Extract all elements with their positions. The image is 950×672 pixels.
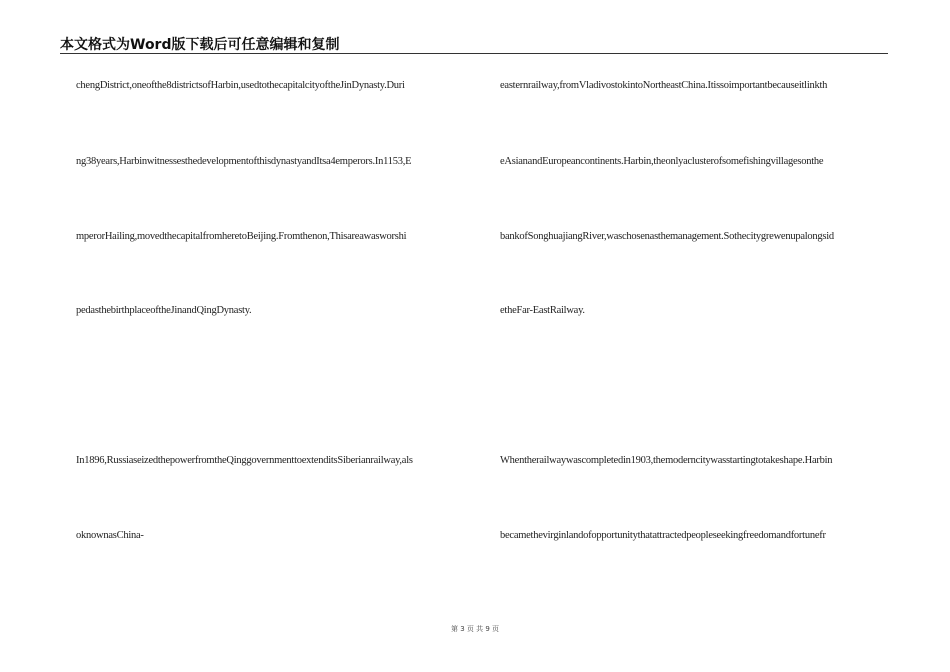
left-line: mperorHailing,movedthecapitalfromheretoBeijing.Fromthenon,Thisareawasworshi [76,231,407,242]
left-line: In1896,RussiaseizedthepowerfromtheQinggovernmenttoextenditsSiberianrailway,als [76,455,413,466]
header-divider [60,53,888,54]
right-line: easternrailway,fromVladivostokintoNortheastChina.Itissoimportantbecauseitlinkth [500,80,828,91]
left-line: ng38years,HarbinwitnessesthedevelopmentofthisdynastyandItsa4emperors.In1153,E [76,156,412,167]
right-line: becamethevirginlandofopportunitythatattractedpeopleseekingfreedomandfortunefr [500,530,826,541]
page-number: 第 3 页 共 9 页 [450,625,500,633]
right-line: etheFar-EastRailway. [500,305,585,316]
left-line: chengDistrict,oneofthe8districtsofHarbin,usedtothecapitalcityoftheJinDynasty.Duri [76,80,405,91]
header-title: 本文格式为Word版下载后可任意编辑和复制 [60,37,340,53]
right-line: bankofSonghuajiangRiver,waschosenasthemanagement.Sothecitygrewenupalongsid [500,231,834,242]
right-line: eAsianandEuropeancontinents.Harbin,theonlyaclusterofsomefishingvillagesonthe [500,156,824,167]
left-line: oknownasChina- [76,530,144,541]
right-line: Whentherailwaywascompletedin1903,themoderncitywasstartingtotakeshape.Harbin [500,455,833,466]
left-line: pedasthebirthplaceoftheJinandQingDynasty. [76,305,252,316]
